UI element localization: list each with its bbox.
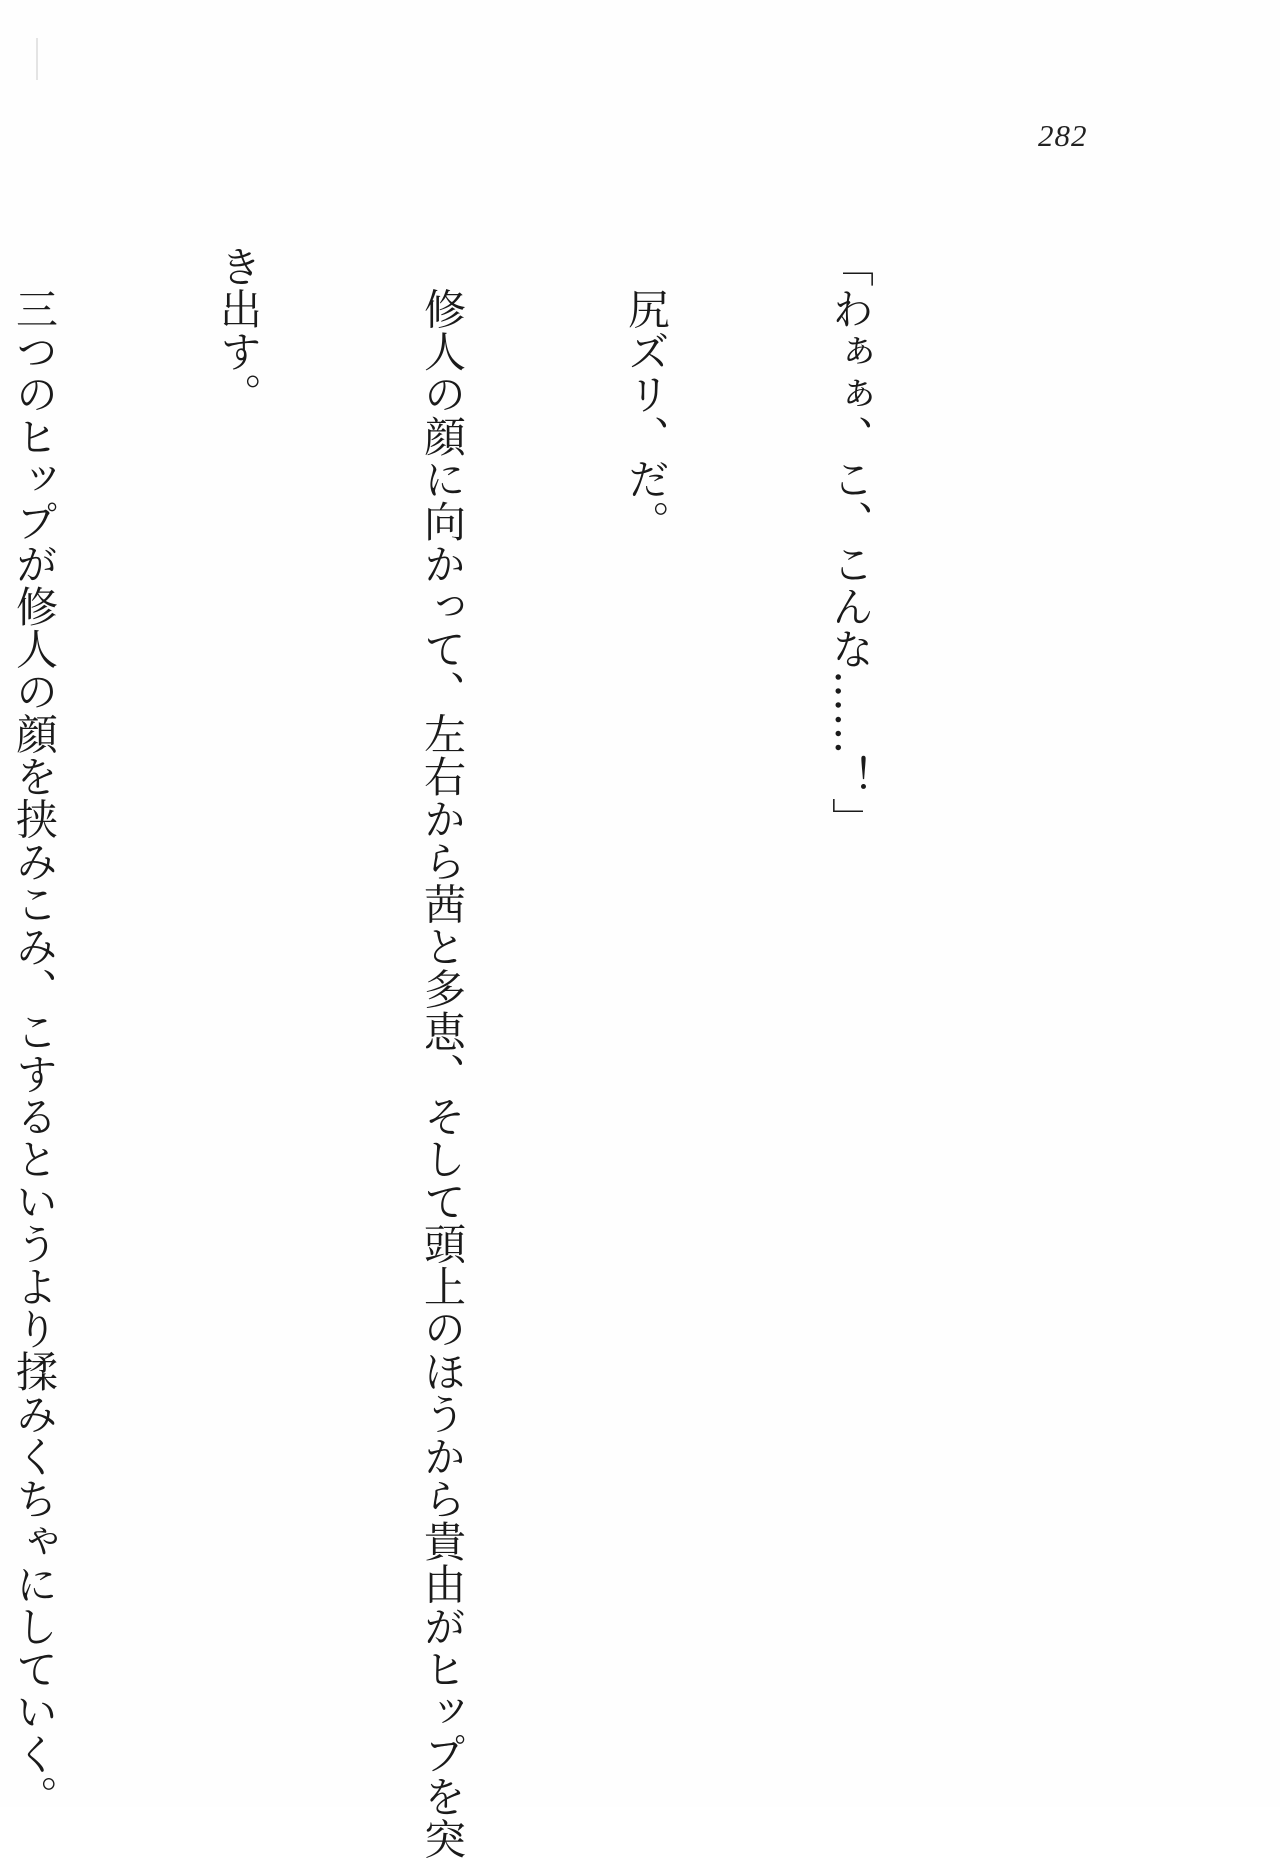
text-line: 修人の顔に向かって、左右から茜と多恵、そして頭上のほうから貴由がヒップを突	[418, 245, 467, 1860]
text-line: き出す。	[214, 245, 263, 415]
text-line: 三つのヒップが修人の顔を挟みこみ、こするというより揉みくちゃにしていく。	[10, 245, 59, 1818]
text-line: 尻ズリ、だ。	[622, 245, 671, 543]
text-line: 「わぁぁ、こ、こんな……！」	[826, 245, 875, 840]
page-number: 282	[1038, 118, 1088, 153]
page-edge-mark	[36, 38, 38, 80]
body-text-vertical	[0, 245, 1020, 1860]
